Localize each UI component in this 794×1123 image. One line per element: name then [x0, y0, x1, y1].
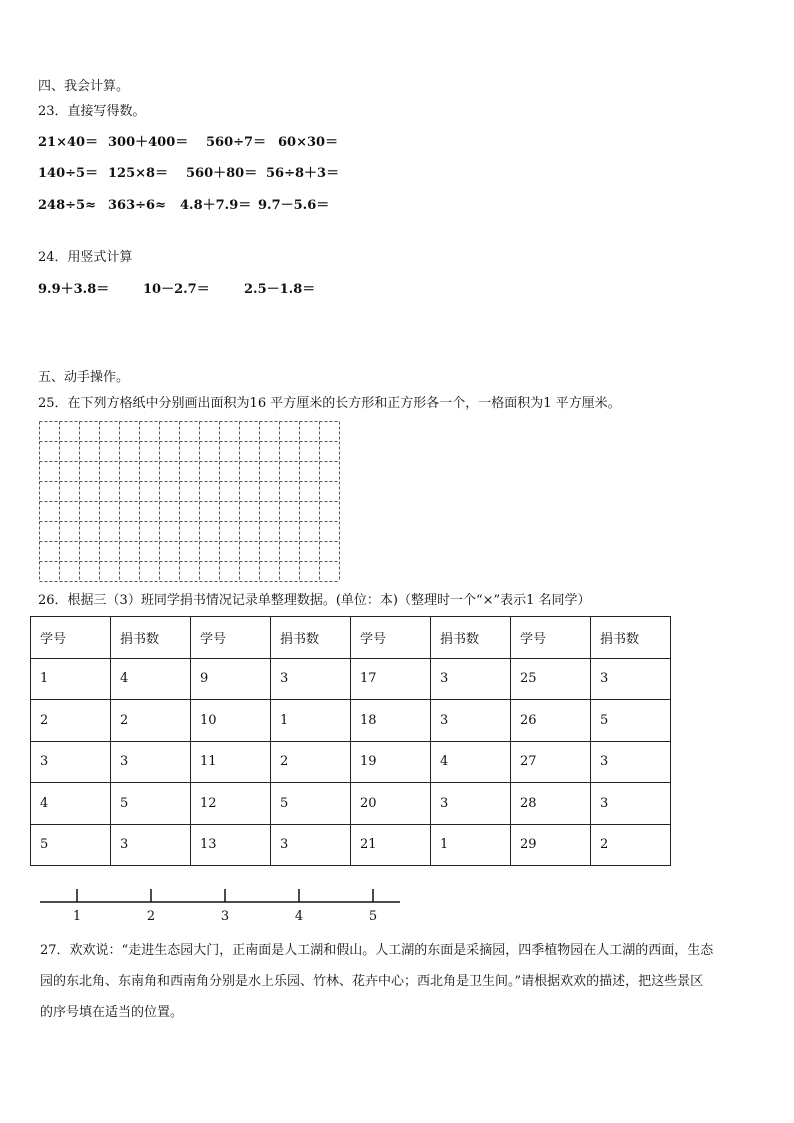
table-row	[31, 741, 671, 783]
table-cell: 5	[31, 824, 111, 866]
table-cell: 28	[511, 783, 591, 825]
number-line-label: 5	[368, 909, 378, 924]
table-cell: 5	[591, 700, 671, 742]
question-25-title: 25．在下列方格纸中分别画出面积为16 平方厘米的长方形和正方形各一个，一格面积为1 平方厘米。	[38, 396, 621, 411]
table-header-cell: 学号	[31, 617, 111, 659]
table-cell: 5	[111, 783, 191, 825]
table-cell: 3	[271, 824, 351, 866]
calc-item: 21×40＝	[38, 135, 99, 150]
calc-item: 248÷5≈	[38, 198, 96, 213]
question-27-line: 27．欢欢说：“走进生态园大门，正南面是人工湖和假山。人工湖的东面是采摘园，四季植物园在人工湖的西面，生态	[40, 943, 714, 958]
table-cell: 4	[431, 741, 511, 783]
table-cell: 10	[191, 700, 271, 742]
table-header-cell: 捐书数	[271, 617, 351, 659]
calc-item: 140÷5＝	[38, 166, 99, 181]
table-header-cell: 学号	[351, 617, 431, 659]
calc-item: 4.8＋7.9＝	[180, 198, 252, 213]
table-cell: 3	[31, 741, 111, 783]
calc-item: 9.7－5.6＝	[258, 198, 330, 213]
calc-item: 9.9＋3.8＝	[38, 282, 110, 297]
table-cell: 21	[351, 824, 431, 866]
table-header-cell: 捐书数	[591, 617, 671, 659]
table-cell: 17	[351, 658, 431, 700]
question-26-title: 26．根据三（3）班同学捐书情况记录单整理数据。(单位：本)（整理时一个“×”表示1 名同学）	[38, 593, 591, 608]
table-cell: 20	[351, 783, 431, 825]
table-cell: 1	[431, 824, 511, 866]
table-cell: 3	[111, 741, 191, 783]
question-27-line: 的序号填在适当的位置。	[40, 1005, 184, 1020]
calc-item: 2.5－1.8＝	[244, 282, 316, 297]
table-header-cell: 捐书数	[111, 617, 191, 659]
table-header-row	[31, 617, 671, 659]
table-cell: 3	[591, 741, 671, 783]
table-cell: 13	[191, 824, 271, 866]
table-cell: 3	[431, 658, 511, 700]
table-row	[31, 783, 671, 825]
table-cell: 4	[31, 783, 111, 825]
table-cell: 9	[191, 658, 271, 700]
calc-item: 560＋80＝	[186, 166, 258, 181]
section-4-heading: 四、我会计算。	[38, 79, 130, 94]
table-row	[31, 824, 671, 866]
number-line	[38, 885, 404, 925]
calc-item: 125×8＝	[108, 166, 169, 181]
table-cell: 2	[271, 741, 351, 783]
table-header-cell: 捐书数	[431, 617, 511, 659]
table-cell: 19	[351, 741, 431, 783]
number-line-label: 3	[220, 909, 230, 924]
table-cell: 3	[111, 824, 191, 866]
table-header-cell: 学号	[511, 617, 591, 659]
table-cell: 11	[191, 741, 271, 783]
number-line-label: 2	[146, 909, 156, 924]
table-header-cell: 学号	[191, 617, 271, 659]
calc-item: 56÷8＋3＝	[266, 166, 340, 181]
table-cell: 1	[31, 658, 111, 700]
section-5-heading: 五、动手操作。	[38, 370, 130, 385]
table-cell: 18	[351, 700, 431, 742]
table-cell: 3	[591, 658, 671, 700]
table-cell: 5	[271, 783, 351, 825]
table-cell: 4	[111, 658, 191, 700]
table-cell: 2	[591, 824, 671, 866]
question-23-title: 23．直接写得数。	[38, 104, 146, 119]
table-cell: 3	[271, 658, 351, 700]
table-cell: 3	[431, 783, 511, 825]
table-cell: 2	[111, 700, 191, 742]
number-line-label: 4	[294, 909, 304, 924]
number-line-label: 1	[72, 909, 82, 924]
table-cell: 2	[31, 700, 111, 742]
number-line-ticks	[73, 889, 377, 924]
table-cell: 27	[511, 741, 591, 783]
question-24-title: 24．用竖式计算	[38, 250, 133, 265]
table-cell: 12	[191, 783, 271, 825]
table-cell: 25	[511, 658, 591, 700]
calc-item: 60×30＝	[278, 135, 339, 150]
table-cell: 3	[431, 700, 511, 742]
calc-item: 363÷6≈	[108, 198, 166, 213]
square-grid-paper	[39, 421, 340, 583]
donation-record-table	[30, 616, 671, 866]
table-cell: 29	[511, 824, 591, 866]
calc-item: 10－2.7＝	[143, 282, 210, 297]
table-cell: 1	[271, 700, 351, 742]
table-row	[31, 658, 671, 700]
calc-item: 300＋400＝	[108, 135, 189, 150]
question-27-line: 园的东北角、东南角和西南角分别是水上乐园、竹林、花卉中心；西北角是卫生间。”请根据欢欢的描述，把这些景区	[40, 974, 704, 989]
table-cell: 3	[591, 783, 671, 825]
table-row	[31, 700, 671, 742]
calc-item: 560÷7＝	[206, 135, 267, 150]
table-cell: 26	[511, 700, 591, 742]
